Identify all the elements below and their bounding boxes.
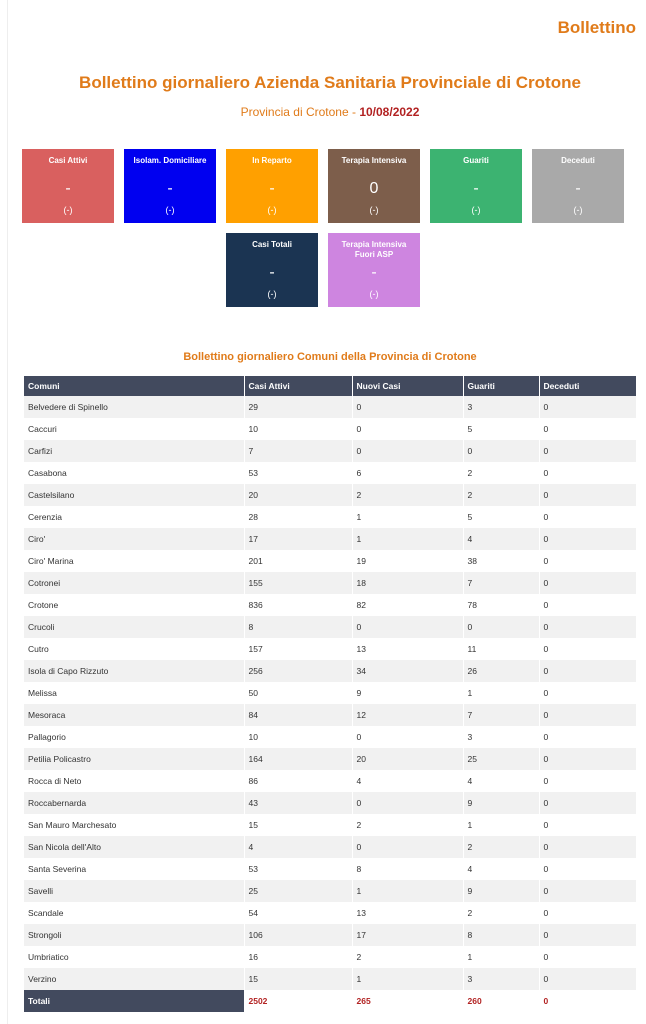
cell-deceduti: 0 (539, 616, 636, 638)
table-row (24, 726, 636, 748)
cell-nuovi-casi: 0 (352, 396, 463, 418)
cell-guariti: 9 (463, 792, 539, 814)
cell-comune: Rocca di Neto (24, 770, 244, 792)
card-value: - (575, 180, 581, 197)
cell-comune: Scandale (24, 902, 244, 924)
table-row (24, 594, 636, 616)
cell-comune: Petilia Policastro (24, 748, 244, 770)
col-header-comuni: Comuni (24, 376, 244, 396)
table-row (24, 616, 636, 638)
cell-guariti: 25 (463, 748, 539, 770)
cell-casi-attivi: 164 (244, 748, 352, 770)
card-terapia-intensiva (328, 149, 420, 223)
cell-deceduti: 0 (539, 704, 636, 726)
cell-nuovi-casi: 9 (352, 682, 463, 704)
card-title: Isolam. Domiciliare (133, 156, 207, 165)
cell-nuovi-casi: 0 (352, 726, 463, 748)
card-value: 0 (369, 180, 379, 197)
cell-nuovi-casi: 20 (352, 748, 463, 770)
cell-guariti: 26 (463, 660, 539, 682)
cell-guariti: 3 (463, 968, 539, 990)
card-title: Casi Attivi (48, 156, 88, 165)
cell-nuovi-casi: 2 (352, 814, 463, 836)
cell-comune: Roccabernarda (24, 792, 244, 814)
table-row (24, 946, 636, 968)
totals-guariti: 260 (463, 990, 539, 1012)
cell-casi-attivi: 29 (244, 396, 352, 418)
cell-comune: Savelli (24, 880, 244, 902)
cell-deceduti: 0 (539, 748, 636, 770)
table-row (24, 858, 636, 880)
cell-deceduti: 0 (539, 396, 636, 418)
cell-deceduti: 0 (539, 770, 636, 792)
cell-guariti: 5 (463, 418, 539, 440)
cell-nuovi-casi: 6 (352, 462, 463, 484)
cell-deceduti: 0 (539, 858, 636, 880)
cell-deceduti: 0 (539, 660, 636, 682)
cell-guariti: 2 (463, 462, 539, 484)
cell-nuovi-casi: 34 (352, 660, 463, 682)
cell-comune: Casabona (24, 462, 244, 484)
page-subtitle (14, 105, 646, 119)
cell-guariti: 4 (463, 770, 539, 792)
cell-casi-attivi: 256 (244, 660, 352, 682)
cell-comune: Cotronei (24, 572, 244, 594)
cell-casi-attivi: 86 (244, 770, 352, 792)
cell-casi-attivi: 20 (244, 484, 352, 506)
cell-guariti: 1 (463, 682, 539, 704)
cell-comune: Isola di Capo Rizzuto (24, 660, 244, 682)
cell-casi-attivi: 28 (244, 506, 352, 528)
card-casi-totali (226, 233, 318, 307)
table-row (24, 814, 636, 836)
stats-cards-row-1 (0, 149, 646, 223)
cell-casi-attivi: 10 (244, 418, 352, 440)
cell-deceduti: 0 (539, 638, 636, 660)
cell-deceduti: 0 (539, 814, 636, 836)
cell-casi-attivi: 15 (244, 814, 352, 836)
card-value: - (167, 180, 173, 197)
card-casi-attivi (22, 149, 114, 223)
cell-comune: Crucoli (24, 616, 244, 638)
cell-nuovi-casi: 2 (352, 946, 463, 968)
cell-deceduti: 0 (539, 946, 636, 968)
cell-casi-attivi: 157 (244, 638, 352, 660)
totals-nuovi-casi: 265 (352, 990, 463, 1012)
cell-guariti: 2 (463, 902, 539, 924)
col-header-casi-attivi: Casi Attivi (244, 376, 352, 396)
card-title: Casi Totali (252, 240, 292, 249)
cell-comune: Ciro' Marina (24, 550, 244, 572)
cell-nuovi-casi: 1 (352, 880, 463, 902)
card-value: - (371, 264, 377, 281)
card-title: Terapia Intensiva Fuori ASP (341, 240, 407, 259)
cell-guariti: 3 (463, 726, 539, 748)
cell-nuovi-casi: 1 (352, 968, 463, 990)
cell-casi-attivi: 8 (244, 616, 352, 638)
cell-comune: Crotone (24, 594, 244, 616)
table-row (24, 638, 636, 660)
cell-deceduti: 0 (539, 682, 636, 704)
cell-casi-attivi: 155 (244, 572, 352, 594)
cell-casi-attivi: 53 (244, 462, 352, 484)
cell-deceduti: 0 (539, 462, 636, 484)
cell-comune: Verzino (24, 968, 244, 990)
table-totals-row (24, 990, 636, 1012)
table-row (24, 462, 636, 484)
cell-nuovi-casi: 0 (352, 836, 463, 858)
cell-guariti: 4 (463, 858, 539, 880)
cell-deceduti: 0 (539, 880, 636, 902)
cell-nuovi-casi: 12 (352, 704, 463, 726)
cell-casi-attivi: 836 (244, 594, 352, 616)
comuni-table-title: Bollettino giornaliero Comuni della Provincia di Crotone (183, 351, 477, 363)
table-row (24, 440, 636, 462)
cell-guariti: 5 (463, 506, 539, 528)
cell-guariti: 0 (463, 616, 539, 638)
cell-deceduti: 0 (539, 550, 636, 572)
card-change: (-) (573, 205, 583, 215)
totals-casi-attivi: 2502 (244, 990, 352, 1012)
card-value: - (65, 180, 71, 197)
cell-guariti: 0 (463, 440, 539, 462)
card-terapia-intensiva-fuori-asp (328, 233, 420, 307)
cell-comune: Caccuri (24, 418, 244, 440)
table-row (24, 572, 636, 594)
table-row (24, 924, 636, 946)
cell-guariti: 2 (463, 836, 539, 858)
brand-title[interactable]: Bollettino (557, 18, 636, 37)
cell-nuovi-casi: 0 (352, 418, 463, 440)
table-row (24, 484, 636, 506)
comuni-table (24, 376, 637, 1012)
card-deceduti (532, 149, 624, 223)
cell-deceduti: 0 (539, 726, 636, 748)
col-header-deceduti: Deceduti (539, 376, 636, 396)
cell-casi-attivi: 106 (244, 924, 352, 946)
cell-comune: Carfizi (24, 440, 244, 462)
card-value: - (269, 180, 275, 197)
table-row (24, 968, 636, 990)
cell-nuovi-casi: 4 (352, 770, 463, 792)
cell-comune: Ciro' (24, 528, 244, 550)
cell-deceduti: 0 (539, 836, 636, 858)
cell-casi-attivi: 53 (244, 858, 352, 880)
cell-nuovi-casi: 0 (352, 440, 463, 462)
cell-comune: Pallagorio (24, 726, 244, 748)
card-in-reparto (226, 149, 318, 223)
cell-guariti: 1 (463, 814, 539, 836)
cell-guariti: 7 (463, 572, 539, 594)
cell-deceduti: 0 (539, 968, 636, 990)
cell-deceduti: 0 (539, 572, 636, 594)
cell-comune: Belvedere di Spinello (24, 396, 244, 418)
cell-nuovi-casi: 0 (352, 616, 463, 638)
table-row (24, 660, 636, 682)
cell-comune: Santa Severina (24, 858, 244, 880)
cell-guariti: 38 (463, 550, 539, 572)
cell-deceduti: 0 (539, 484, 636, 506)
table-row (24, 880, 636, 902)
cell-casi-attivi: 201 (244, 550, 352, 572)
cell-nuovi-casi: 18 (352, 572, 463, 594)
cell-guariti: 9 (463, 880, 539, 902)
cell-comune: Cerenzia (24, 506, 244, 528)
card-change: (-) (471, 205, 481, 215)
cell-casi-attivi: 4 (244, 836, 352, 858)
table-row (24, 550, 636, 572)
card-change: (-) (369, 205, 379, 215)
card-title: Terapia Intensiva (341, 156, 407, 165)
table-body (24, 396, 636, 990)
cell-nuovi-casi: 2 (352, 484, 463, 506)
card-change: (-) (267, 289, 277, 299)
cell-deceduti: 0 (539, 792, 636, 814)
cell-nuovi-casi: 0 (352, 792, 463, 814)
card-title: In Reparto (252, 156, 292, 165)
cell-casi-attivi: 50 (244, 682, 352, 704)
card-change: (-) (267, 205, 277, 215)
cell-guariti: 8 (463, 924, 539, 946)
cell-casi-attivi: 17 (244, 528, 352, 550)
cell-nuovi-casi: 13 (352, 638, 463, 660)
card-title: Deceduti (561, 156, 595, 165)
table-header-row (24, 376, 636, 396)
cell-guariti: 78 (463, 594, 539, 616)
cell-deceduti: 0 (539, 418, 636, 440)
cell-comune: Strongoli (24, 924, 244, 946)
cell-comune: San Nicola dell'Alto (24, 836, 244, 858)
cell-nuovi-casi: 1 (352, 506, 463, 528)
cell-nuovi-casi: 19 (352, 550, 463, 572)
totals-label: Totali (24, 990, 244, 1012)
cell-casi-attivi: 7 (244, 440, 352, 462)
card-isolamento-domiciliare (124, 149, 216, 223)
table-row (24, 836, 636, 858)
cell-casi-attivi: 15 (244, 968, 352, 990)
cell-casi-attivi: 10 (244, 726, 352, 748)
table-row (24, 748, 636, 770)
table-row (24, 528, 636, 550)
table-row (24, 902, 636, 924)
card-value: - (473, 180, 479, 197)
table-row (24, 704, 636, 726)
cell-guariti: 3 (463, 396, 539, 418)
card-change: (-) (165, 205, 175, 215)
card-guariti (430, 149, 522, 223)
bulletin-date: 10/08/2022 (359, 105, 420, 119)
table-row (24, 792, 636, 814)
cell-nuovi-casi: 13 (352, 902, 463, 924)
cell-casi-attivi: 84 (244, 704, 352, 726)
cell-deceduti: 0 (539, 440, 636, 462)
cell-comune: Cutro (24, 638, 244, 660)
cell-guariti: 4 (463, 528, 539, 550)
cell-nuovi-casi: 82 (352, 594, 463, 616)
cell-guariti: 2 (463, 484, 539, 506)
cell-comune: Mesoraca (24, 704, 244, 726)
table-row (24, 418, 636, 440)
province-label: Provincia di Crotone (240, 105, 349, 119)
table-row (24, 770, 636, 792)
col-header-nuovi-casi: Nuovi Casi (352, 376, 463, 396)
col-header-guariti: Guariti (463, 376, 539, 396)
cell-deceduti: 0 (539, 902, 636, 924)
table-row (24, 396, 636, 418)
cell-comune: Umbriatico (24, 946, 244, 968)
cell-deceduti: 0 (539, 506, 636, 528)
cell-casi-attivi: 43 (244, 792, 352, 814)
cell-deceduti: 0 (539, 528, 636, 550)
card-change: (-) (63, 205, 73, 215)
card-change: (-) (369, 289, 379, 299)
cell-guariti: 1 (463, 946, 539, 968)
cell-comune: Castelsilano (24, 484, 244, 506)
cell-guariti: 11 (463, 638, 539, 660)
cell-nuovi-casi: 8 (352, 858, 463, 880)
cell-comune: Melissa (24, 682, 244, 704)
cell-nuovi-casi: 17 (352, 924, 463, 946)
card-title: Guariti (463, 156, 489, 165)
subtitle-separator: - (348, 105, 360, 119)
cell-nuovi-casi: 1 (352, 528, 463, 550)
stats-cards-row-2 (0, 233, 646, 307)
cell-deceduti: 0 (539, 924, 636, 946)
cell-guariti: 7 (463, 704, 539, 726)
card-value: - (269, 264, 275, 281)
cell-casi-attivi: 25 (244, 880, 352, 902)
table-row (24, 506, 636, 528)
cell-casi-attivi: 16 (244, 946, 352, 968)
cell-deceduti: 0 (539, 594, 636, 616)
totals-deceduti: 0 (539, 990, 636, 1012)
page-title: Bollettino giornaliero Azienda Sanitaria Provinciale di Crotone (79, 73, 581, 92)
cell-casi-attivi: 54 (244, 902, 352, 924)
cell-comune: San Mauro Marchesato (24, 814, 244, 836)
table-row (24, 682, 636, 704)
